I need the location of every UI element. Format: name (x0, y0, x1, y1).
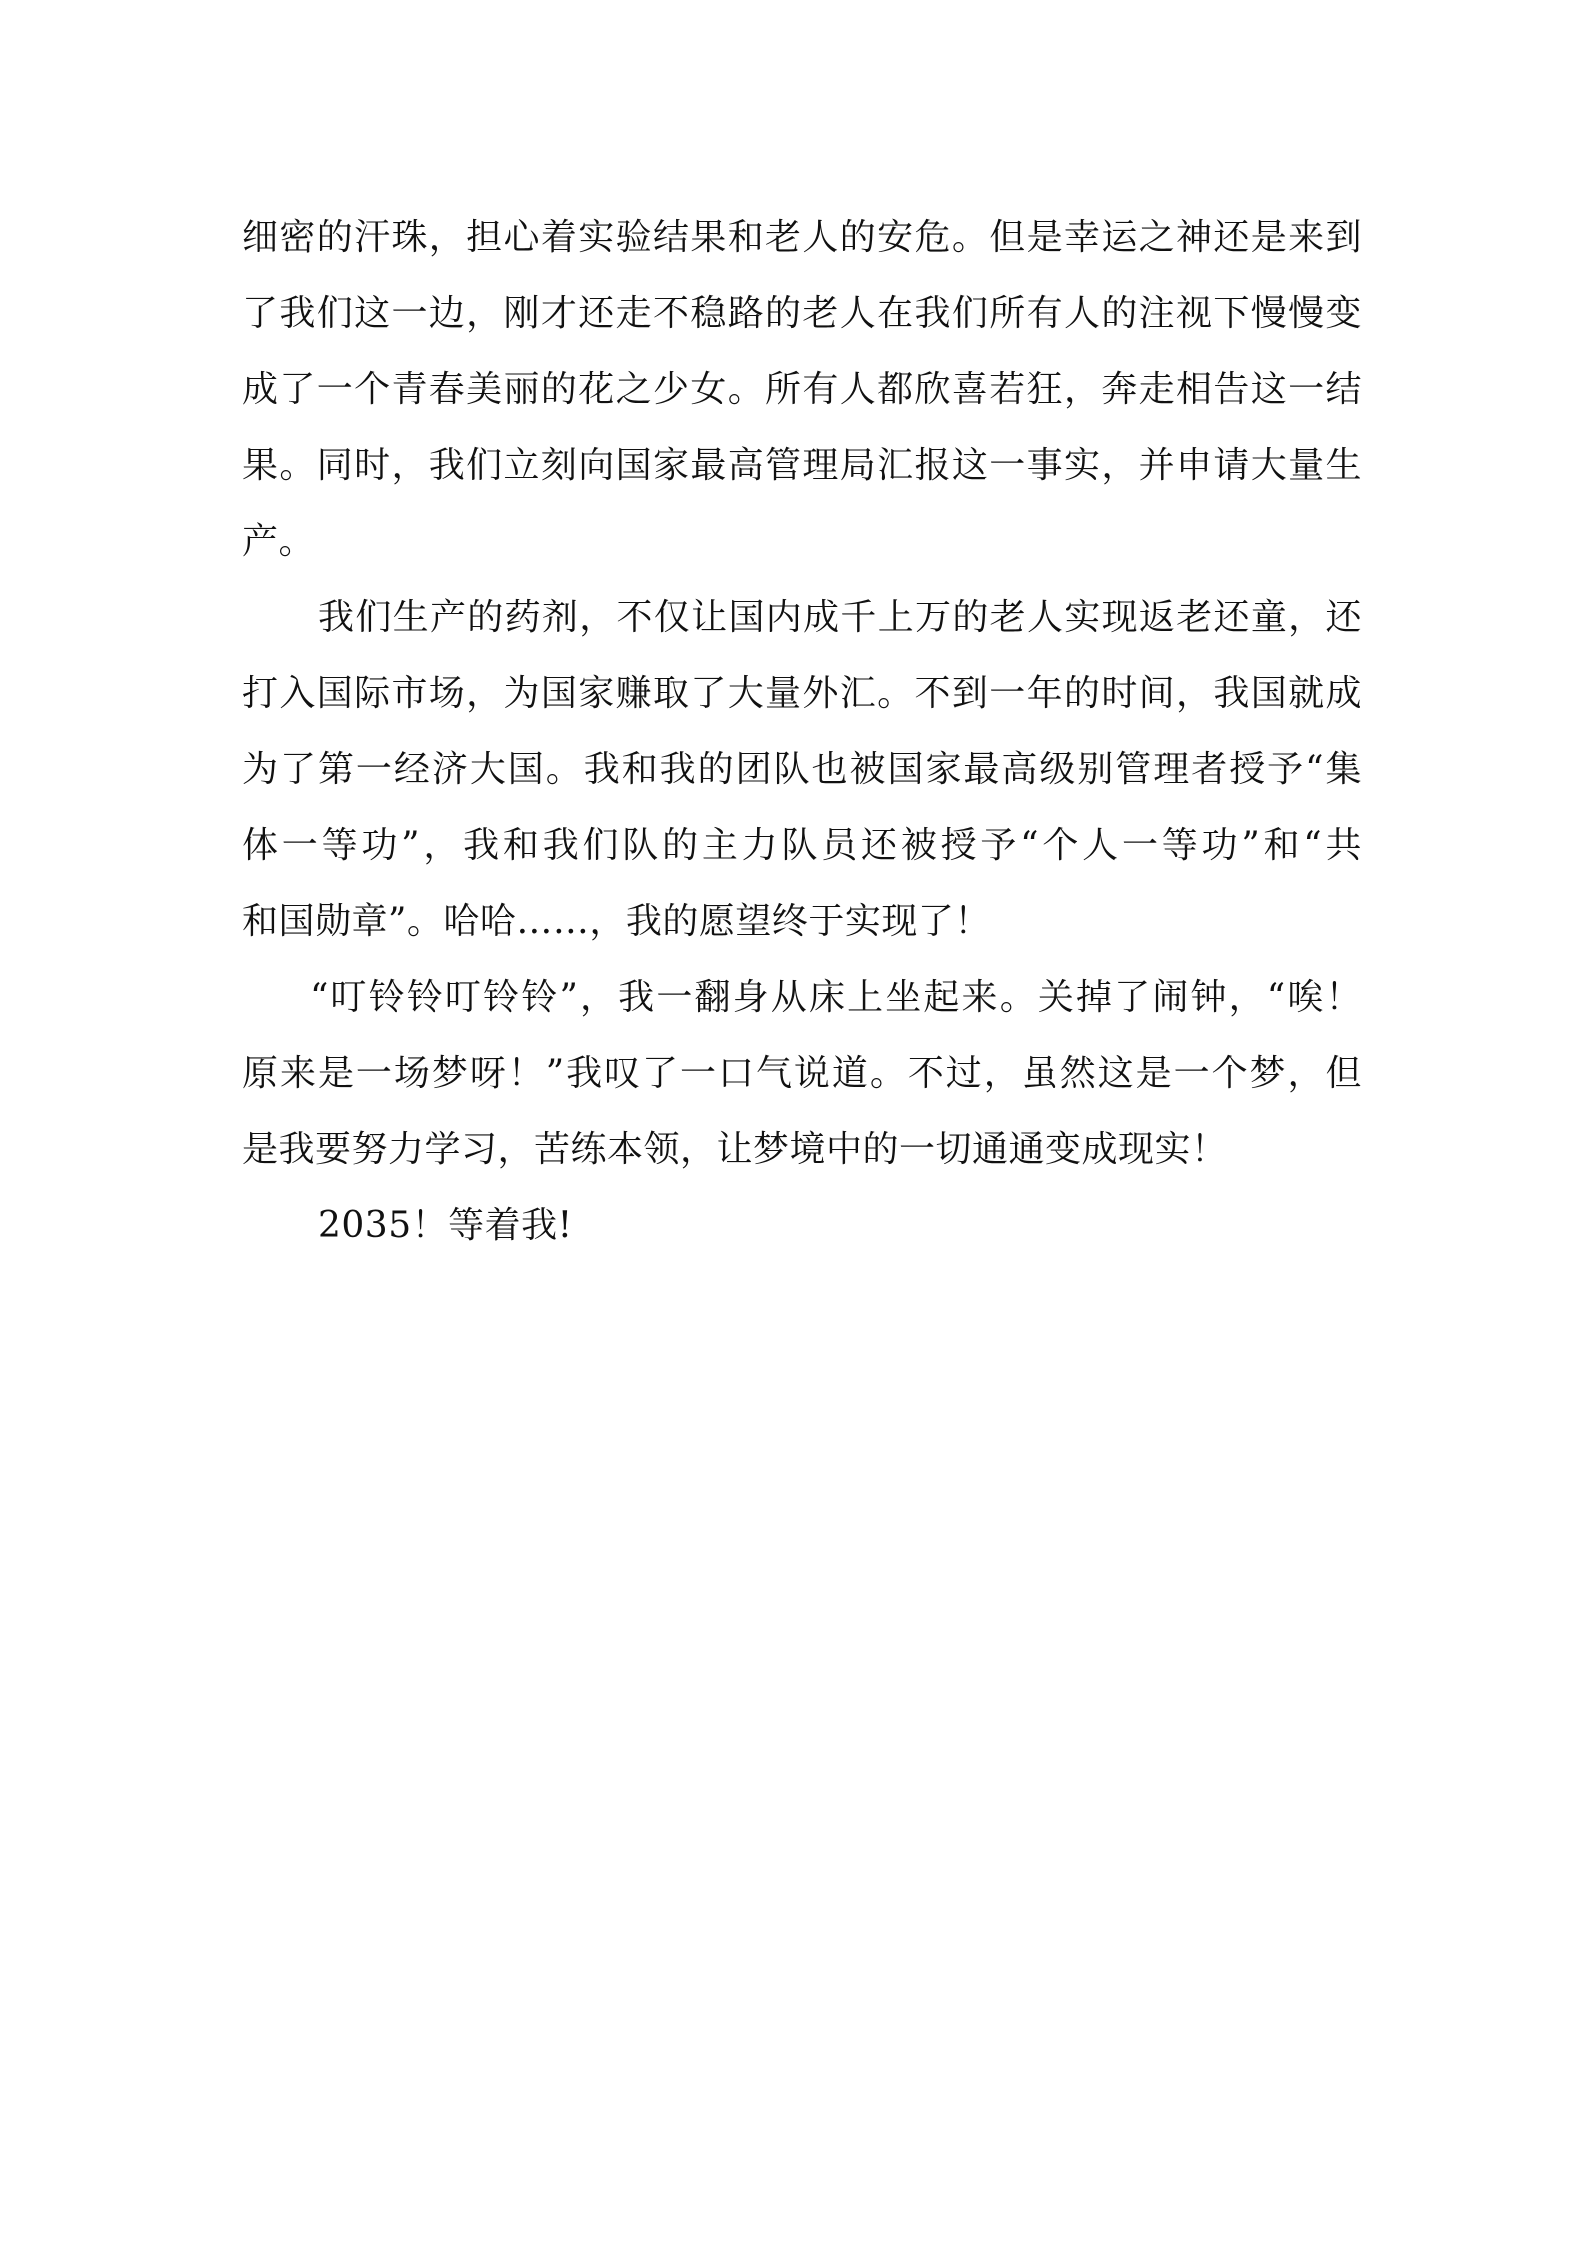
paragraph-4 (242, 1188, 1362, 1264)
paragraph-line: 原来是一场梦呀！”我叹了一口气说道。不过，虽然这是一个梦，但 (242, 1053, 1362, 1094)
paragraph-line: 产。 (242, 521, 316, 562)
paragraph-2 (242, 580, 1362, 960)
paragraph-line: 我们生产的药剂，不仅让国内成千上万的老人实现返老还童，还 (318, 597, 1362, 638)
paragraph-line: 为了第一经济大国。我和我的团队也被国家最高级别管理者授予“集 (242, 749, 1362, 790)
paragraph-3 (242, 960, 1362, 1188)
paragraph-line: 了我们这一边，刚才还走不稳路的老人在我们所有人的注视下慢慢变 (242, 293, 1362, 334)
paragraph-line: 打入国际市场，为国家赚取了大量外汇。不到一年的时间，我国就成 (242, 673, 1362, 714)
paragraph-line: 细密的汗珠，担心着实验结果和老人的安危。但是幸运之神还是来到 (242, 217, 1362, 258)
paragraph-line: 和国勋章”。哈哈……，我的愿望终于实现了！ (242, 901, 991, 942)
paragraph-line: 体一等功”，我和我们队的主力队员还被授予“个人一等功”和“共 (242, 825, 1362, 866)
paragraph-1 (242, 200, 1362, 580)
paragraph-line: 果。同时，我们立刻向国家最高管理局汇报这一事实，并申请大量生 (242, 445, 1362, 486)
paragraph-line: 2035！等着我! (318, 1205, 573, 1246)
document-body (242, 200, 1362, 1264)
paragraph-line: 是我要努力学习，苦练本领，让梦境中的一切通通变成现实！ (242, 1129, 1228, 1170)
paragraph-line: 成了一个青春美丽的花之少女。所有人都欣喜若狂，奔走相告这一结 (242, 369, 1362, 410)
paragraph-line: “叮铃铃叮铃铃”，我一翻身从床上坐起来。关掉了闹钟，“唉！ (310, 977, 1362, 1018)
